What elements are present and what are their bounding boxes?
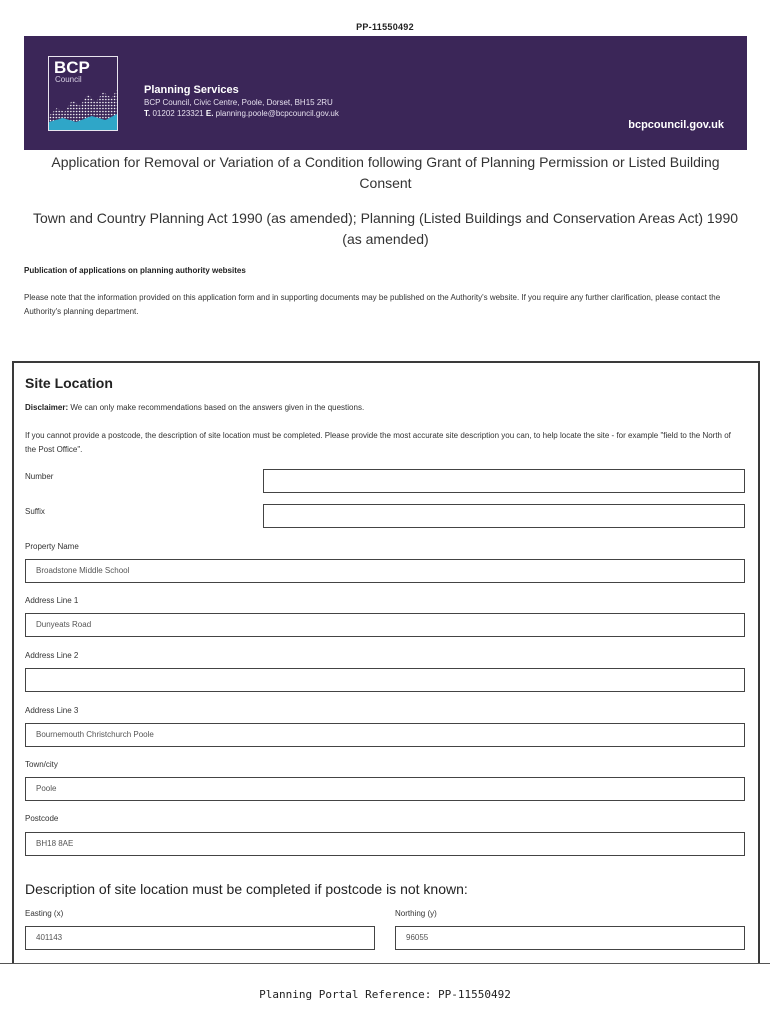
address-line-1-label: Address Line 1 — [25, 596, 79, 605]
postcode-label: Postcode — [25, 814, 59, 823]
email-address: planning.poole@bcpcouncil.gov.uk — [215, 109, 339, 118]
coastline-dots-icon — [49, 86, 117, 130]
property-name-label: Property Name — [25, 542, 79, 551]
address-line-2-label: Address Line 2 — [25, 651, 79, 660]
department-name: Planning Services — [144, 84, 239, 96]
number-label: Number — [25, 472, 54, 481]
description-heading: Description of site location must be completed if postcode is not known: — [25, 881, 468, 897]
website-link[interactable]: bcpcouncil.gov.uk — [628, 119, 724, 131]
bcp-council-logo — [48, 56, 118, 131]
number-field[interactable] — [263, 469, 745, 493]
header-banner — [24, 36, 747, 150]
northing-label: Northing (y) — [395, 909, 437, 918]
suffix-label: Suffix — [25, 507, 45, 516]
suffix-field[interactable] — [263, 504, 745, 528]
site-location-title: Site Location — [25, 375, 113, 391]
postcode-field[interactable]: BH18 8AE — [25, 832, 745, 856]
northing-field[interactable]: 96055 — [395, 926, 745, 950]
address-line-1-field[interactable]: Dunyeats Road — [25, 613, 745, 637]
disclaimer-text: We can only make recommendations based on the answers given in the questions. — [70, 403, 365, 412]
reference-number: PP-11550492 — [356, 22, 414, 32]
town-city-field[interactable]: Poole — [25, 777, 745, 801]
property-name-field[interactable]: Broadstone Middle School — [25, 559, 745, 583]
contact-details — [144, 109, 339, 118]
address-line-3-field[interactable]: Bournemouth Christchurch Poole — [25, 723, 745, 747]
site-instructions: If you cannot provide a postcode, the description of site location must be completed. Please provide the most accurate site description you can, to help locate the site - for example "field to the North of the Post Office". — [25, 431, 731, 454]
town-city-label: Town/city — [25, 760, 58, 769]
logo-subtext: Council — [55, 75, 82, 84]
act-subtitle: Town and Country Planning Act 1990 (as amended); Planning (Listed Buildings and Conservation Areas Act) 1990 (as amended) — [32, 210, 739, 247]
easting-field[interactable]: 401143 — [25, 926, 375, 950]
address-line-3-label: Address Line 3 — [25, 706, 79, 715]
logo-text: BCP — [54, 58, 90, 77]
address-line-2-field[interactable] — [25, 668, 745, 692]
phone-label: T. — [144, 109, 151, 118]
page-divider — [0, 963, 770, 964]
phone-number: 01202 123321 — [152, 109, 204, 118]
council-address: BCP Council, Civic Centre, Poole, Dorset, BH15 2RU — [144, 98, 333, 107]
disclaimer — [25, 403, 364, 412]
publication-heading: Publication of applications on planning authority websites — [24, 266, 246, 275]
footer-reference: Planning Portal Reference: PP-11550492 — [259, 988, 511, 1001]
disclaimer-label: Disclaimer: — [25, 403, 69, 412]
email-label: E. — [205, 109, 214, 118]
publication-text: Please note that the information provided on this application form and in supporting documents may be published on the Authority's website. If you require any further clarification, please contact the Authority's planning department. — [24, 293, 721, 316]
page-title: Application for Removal or Variation of a Condition following Grant of Planning Permission or Listed Building Consent — [51, 154, 720, 191]
easting-label: Easting (x) — [25, 909, 64, 918]
